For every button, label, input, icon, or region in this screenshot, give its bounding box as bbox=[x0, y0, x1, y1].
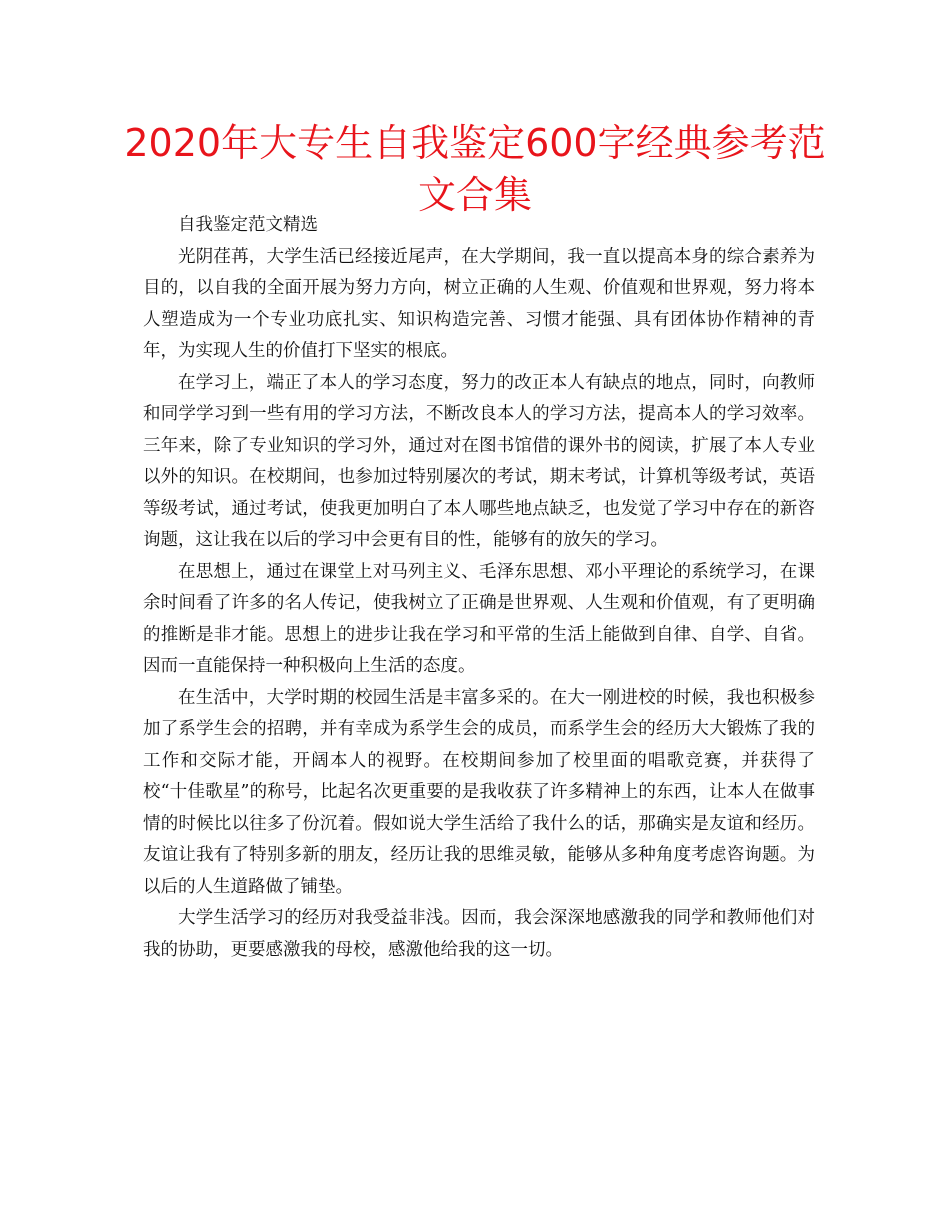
paragraph-conclusion: 大学生活学习的经历对我受益非浅。因而，我会深深地感激我的同学和教师他们对我的协助，更要感激我的母校，感激他给我的这一切。 bbox=[143, 908, 815, 960]
section-heading: 自我鉴定范文精选 bbox=[178, 215, 318, 235]
document-body bbox=[143, 210, 815, 966]
paragraph-life: 在生活中，大学时期的校园生活是丰富多采的。在大一刚进校的时候，我也积极参加了系学生会的招聘，并有幸成为系学生会的成员，而系学生会的经历大大锻炼了我的工作和交际才能，开阔本人的视野。在校期间参加了校里面的唱歌竞赛，并获得了校“十佳歌星”的称号，比起名次更重要的是我收获了许多精神上的东西，让本人在做事情的时候比以往多了份沉着。假如说大学生活给了我什么的话，那确实是友谊和经历。友谊让我有了特别多新的朋友，经历让我的思维灵敏，能够从多种角度考虑咨询题。为以后的人生道路做了铺垫。 bbox=[143, 687, 815, 897]
paragraph-thought: 在思想上，通过在课堂上对马列主义、毛泽东思想、邓小平理论的系统学习，在课余时间看了许多的名人传记，使我树立了正确是世界观、人生观和价值观，有了更明确的推断是非才能。思想上的进步让我在学习和平常的生活上能做到自律、自学、自省。因而一直能保持一种积极向上生活的态度。 bbox=[143, 561, 815, 676]
paragraph-study: 在学习上，端正了本人的学习态度，努力的改正本人有缺点的地点，同时，向教师和同学学习到一些有用的学习方法，不断改良本人的学习方法，提高本人的学习效率。三年来，除了专业知识的学习外，通过对在图书馆借的课外书的阅读，扩展了本人专业以外的知识。在校期间，也参加过特别屡次的考试，期末考试，计算机等级考试，英语等级考试，通过考试，使我更加明白了本人哪些地点缺乏，也发觉了学习中存在的新咨询题，这让我在以后的学习中会更有目的性，能够有的放矢的学习。 bbox=[143, 372, 815, 550]
document-title: 2020年大专生自我鉴定600字经典参考范文合集 bbox=[124, 121, 826, 217]
paragraph-intro: 光阴荏苒，大学生活已经接近尾声，在大学期间，我一直以提高本身的综合素养为目的，以自我的全面开展为努力方向，树立正确的人生观、价值观和世界观，努力将本人塑造成为一个专业功底扎实、知识构造完善、习惯才能强、具有团体协作精神的青年，为实现人生的价值打下坚实的根底。 bbox=[143, 246, 815, 361]
